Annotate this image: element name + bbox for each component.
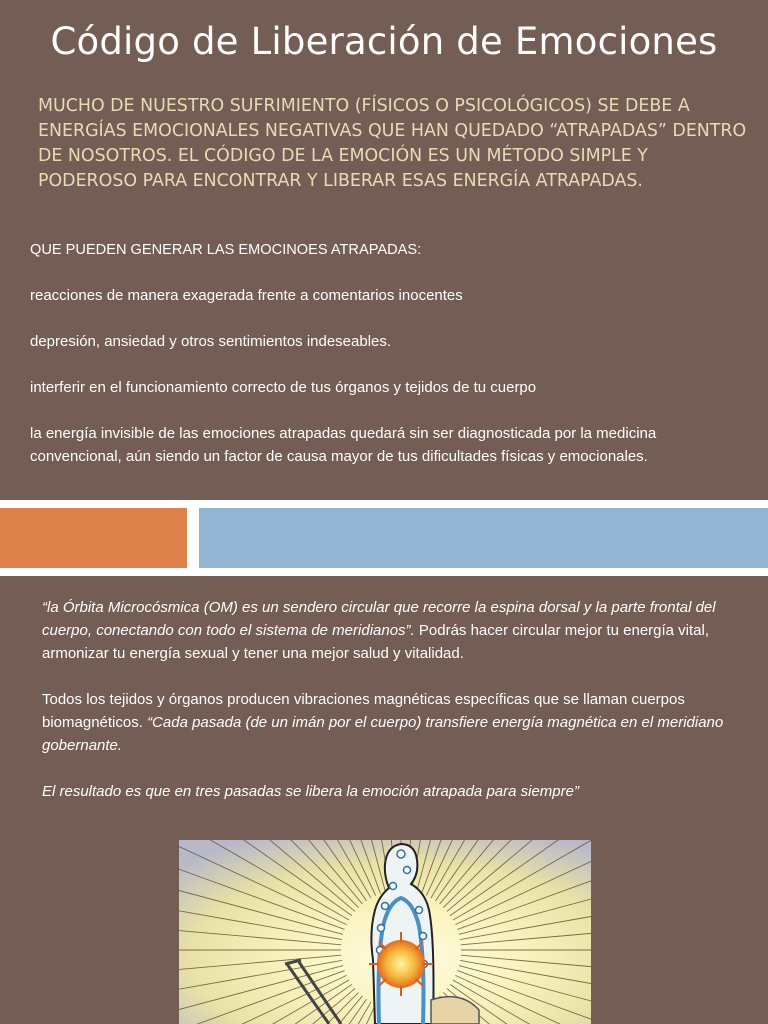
orange-accent-block bbox=[0, 508, 187, 568]
biomagnetic-quote: “Cada pasada (de un imán por el cuerpo) transfiere energía magnética en el meridiano gobernante. bbox=[42, 714, 724, 754]
blue-accent-block bbox=[199, 508, 768, 568]
section-heading: QUE PUEDEN GENERAR LAS EMOCINOES ATRAPADAS: bbox=[30, 242, 422, 258]
list-item: la energía invisible de las emociones atrapadas quedará sin ser diagnosticada por la medicina convencional, aún siendo un factor de causa mayor de tus dificultades físicas y emocionales. bbox=[30, 425, 657, 465]
intro-paragraph: MUCHO DE NUESTRO SUFRIMIENTO (FÍSICOS O PSICOLÓGICOS) SE DEBE A ENERGÍAS EMOCIONALES NEGATIVAS QUE HAN QUEDADO “ATRAPADAS” DENTRO DE NOSOTROS. EL CÓDIGO DE LA EMOCIÓN ES UN MÉTODO SIMPLE Y PODEROSO PARA ENCONTRAR Y LIBERAR ESAS ENERGÍA ATRAPADAS. bbox=[38, 96, 747, 191]
trapped-emotions-section bbox=[30, 240, 740, 491]
orbit-rest: Podrás hacer circular mejor tu energía vital, armonizar tu energía sexual y tener una mejor salud y vitalidad. bbox=[42, 622, 710, 662]
list-item: interferir en el funcionamiento correcto de tus órganos y tejidos de tu cuerpo bbox=[30, 379, 537, 396]
energy-figure-image bbox=[179, 840, 591, 1024]
result-paragraph bbox=[42, 780, 732, 803]
page-title: Código de Liberación de Emociones bbox=[50, 20, 718, 63]
list-item: reacciones de manera exagerada frente a comentarios inocentes bbox=[30, 287, 463, 304]
meditation-illustration bbox=[179, 840, 591, 1024]
microcosmic-orbit-text bbox=[42, 596, 732, 826]
orbit-quote: “la Órbita Microcósmica (OM) es un sendero circular que recorre la espina dorsal y la parte frontal del cuerpo, conectando con todo el sistema de meridianos”. bbox=[42, 599, 716, 639]
biomagnetic-paragraph bbox=[42, 688, 732, 757]
orbit-paragraph bbox=[42, 596, 732, 665]
result-quote: El resultado es que en tres pasadas se libera la emoción atrapada para siempre” bbox=[42, 783, 579, 800]
biomagnetic-text: Todos los tejidos y órganos producen vibraciones magnéticas específicas que se llaman cuerpos biomagnéticos. bbox=[42, 691, 685, 731]
list-item: depresión, ansiedad y otros sentimientos indeseables. bbox=[30, 333, 392, 350]
